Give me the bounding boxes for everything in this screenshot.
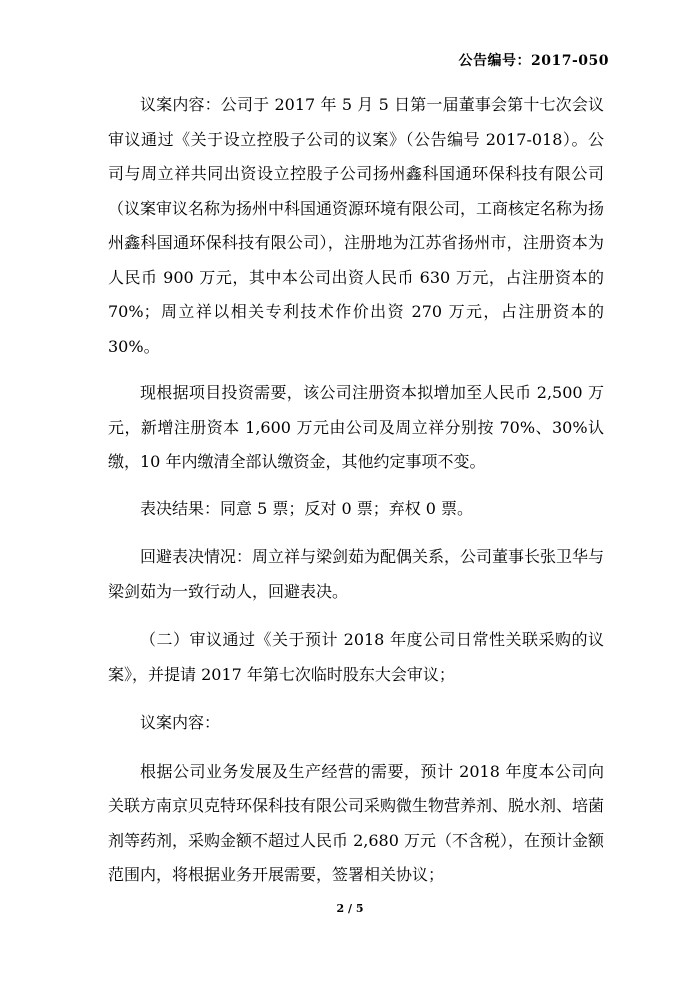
paragraph-proposal-label: 议案内容： (140, 713, 221, 732)
paragraph-recusal: 回避表决情况：周立祥与梁剑茹为配偶关系，公司董事长张卫华与梁剑茹为一致行动人，回避表决。 (108, 547, 605, 601)
paragraph-item-two-title: （二）审议通过《关于预计 2018 年度公司日常性关联采购的议案》，并提请 2017 年第七次临时股东大会审议； (108, 630, 604, 684)
page-number: 2 / 5 (336, 902, 364, 915)
paragraph-vote-result: 表决结果：同意 5 票；反对 0 票；弃权 0 票。 (140, 498, 474, 518)
paragraph-related-purchase: 根据公司业务发展及生产经营的需要，预计 2018 年度本公司向关联方南京贝克特环保科技有限公司采购微生物营养剂、脱水剂、培菌剂等药剂，采购金额不超过人民币 2,680 万元（不含税），在预计金额范围内，将根据业务开展需要，签署相关协议； (108, 761, 605, 884)
paragraph-proposal-content: 议案内容：公司于 2017 年 5 月 5 日第一届董事会第十七次会议审议通过《关于设立控股子公司的议案》（公告编号 2017-018）。公司与周立祥共同出资设立控股子公司扬州鑫科国通环保科技有限公司（议案审议名称为扬州中科国通资源环境有限公司，工商核定名称为扬州鑫科国通环保科技有限公司），注册地为江苏省扬州市，注册资本为人民币 900 万元，其中本公司出资人民币 630 万元，占注册资本的 70%；周立祥以相关专利技术作价出资 270 万元，占注册资本的 30%。 (108, 95, 605, 356)
document-body (108, 88, 604, 893)
paragraph-capital-increase: 现根据项目投资需要，该公司注册资本拟增加至人民币 2,500 万元，新增注册资本 1,600 万元由公司及周立祥分别按 70%、30%认缴，10 年内缴清全部认缴资金，其他约定事项不变。 (108, 383, 604, 471)
announcement-code: 公告编号：2017-050 (458, 53, 609, 69)
